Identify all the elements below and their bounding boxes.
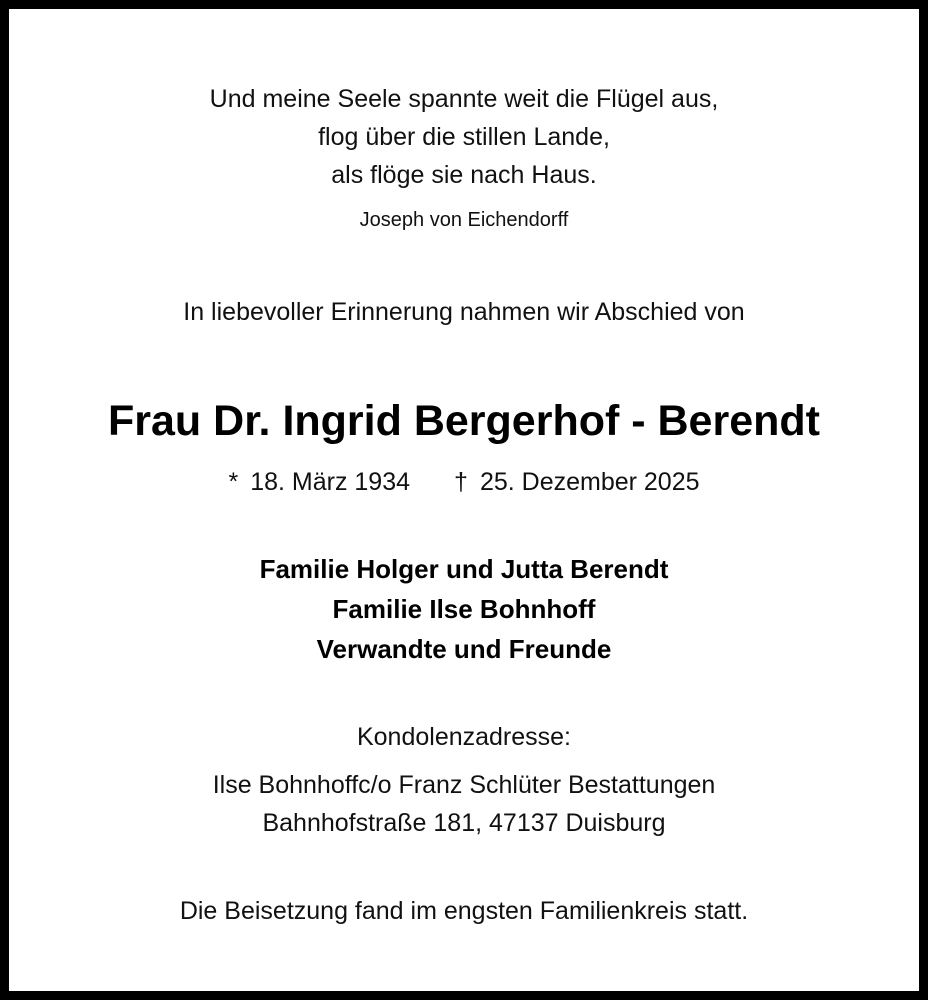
poem-line: Und meine Seele spannte weit die Flügel aus, [209, 85, 719, 113]
poem-line: als flöge sie nach Haus. [331, 161, 597, 189]
birth-date: 18. März 1934 [250, 468, 411, 496]
mourner-line: Familie Holger und Jutta Berendt [259, 554, 669, 584]
life-dates [9, 463, 919, 501]
poem-line: flog über die stillen Lande, [318, 123, 610, 151]
mourner-line: Verwandte und Freunde [316, 634, 612, 664]
deceased-name: Frau Dr. Ingrid Bergerhof - Berendt [108, 397, 820, 445]
condolence-address-line: Ilse Bohnhoffc/o Franz Schlüter Bestattungen [212, 771, 716, 799]
poem-author: Joseph von Eichendorff [359, 209, 569, 231]
birth-date-group [228, 463, 410, 501]
death-date-group [454, 468, 700, 496]
closing-note: Die Beisetzung fand im engsten Familienkreis statt. [179, 897, 749, 925]
death-date: 25. Dezember 2025 [479, 468, 700, 496]
condolence-label: Kondolenzadresse: [356, 723, 572, 751]
birth-symbol: * [228, 468, 239, 496]
death-symbol: † [454, 468, 468, 496]
mourner-line: Familie Ilse Bohnhoff [332, 594, 596, 624]
condolence-address-line: Bahnhofstraße 181, 47137 Duisburg [262, 809, 666, 837]
intro-text: In liebevoller Erinnerung nahmen wir Abschied von [183, 298, 745, 326]
